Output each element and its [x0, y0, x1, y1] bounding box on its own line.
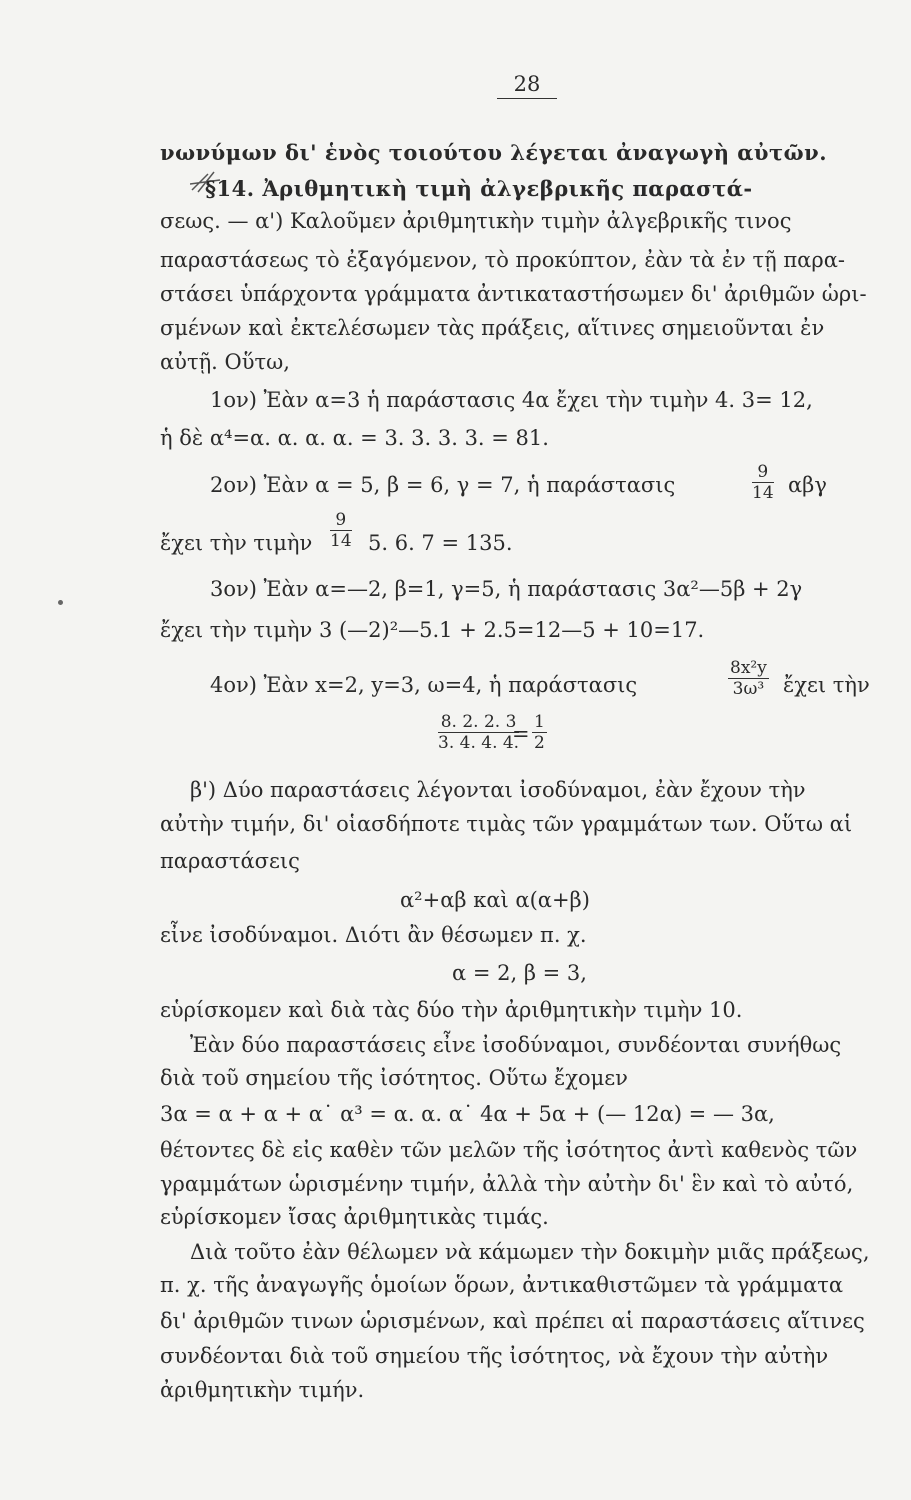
text-line: εὑρίσκομεν καὶ διὰ τὰς δύο τὴν ἀριθμητικὴν τιμὴν 10.	[160, 998, 743, 1022]
text-line: θέτοντες δὲ εἰς καθὲν τῶν μελῶν τῆς ἰσότητος ἀντὶ καθενὸς τῶν	[160, 1138, 858, 1162]
text-line: ἔχει τὴν	[783, 673, 870, 697]
fraction	[728, 658, 769, 699]
text-line: παραστάσεις	[160, 849, 300, 873]
text-line: ἀριθμητικὴν τιμήν.	[160, 1378, 365, 1402]
fraction	[330, 510, 352, 551]
text-line: 4ον) Ἐὰν x=2, y=3, ω=4, ἡ παράστασις	[210, 673, 638, 697]
text-line: Διὰ τοῦτο ἐὰν θέλωμεν νὰ κάμωμεν τὴν δοκιμὴν μιᾶς πράξεως,	[190, 1240, 870, 1264]
text-line: 1ον) Ἐὰν α=3 ἡ παράστασις 4α ἔχει τὴν τιμὴν 4. 3= 12,	[210, 388, 813, 412]
text-line: ἔχει τὴν τιμὴν	[160, 531, 313, 555]
formula-line: α = 2, β = 3,	[452, 961, 587, 985]
text-line: 3ον) Ἐὰν α=—2, β=1, γ=5, ἡ παράστασις 3α²—5β + 2γ	[210, 577, 803, 601]
section-heading: §14. Ἀριθμητικὴ τιμὴ ἀλγεβρικῆς παραστά-	[205, 176, 753, 201]
fraction	[532, 712, 547, 753]
fraction-denominator: 3ω³	[732, 679, 765, 699]
fraction	[438, 712, 519, 753]
fraction-numerator: 8. 2. 2. 3	[438, 712, 519, 733]
ink-dot	[58, 600, 63, 605]
fraction	[752, 462, 774, 503]
fraction-denominator: 14	[752, 483, 774, 503]
text-line: συνδέονται διὰ τοῦ σημείου τῆς ἰσότητος, νὰ ἔχουν τὴν αὐτὴν	[160, 1344, 829, 1368]
page-number-rule	[497, 98, 557, 99]
page-number: 28	[513, 72, 541, 96]
text-line: αὐτῇ. Οὕτω,	[160, 350, 290, 374]
text-line: ἡ δὲ α⁴=α. α. α. α. = 3. 3. 3. 3. = 81.	[160, 426, 549, 450]
text-line: 5. 6. 7 = 135.	[368, 531, 513, 555]
text-line: διὰ τοῦ σημείου τῆς ἰσότητος. Οὕτω ἔχομεν	[160, 1066, 628, 1090]
formula-line: α²+αβ καὶ α(α+β)	[400, 888, 590, 912]
text-line: β') Δύο παραστάσεις λέγονται ἰσοδύναμοι, ἐὰν ἔχουν τὴν	[190, 778, 806, 802]
equals-sign: =	[512, 722, 530, 746]
fraction-denominator: 3. 4. 4. 4.	[438, 733, 520, 753]
text-line: σμένων καὶ ἐκτελέσωμεν τὰς πράξεις, αἵτινες σημειοῦνται ἐν	[160, 316, 825, 340]
text-line: παραστάσεως τὸ ἐξαγόμενον, τὸ προκύπτον, ἐὰν τὰ ἐν τῇ παρα-	[160, 248, 845, 272]
text-line: σεως. — α') Καλοῦμεν ἀριθμητικὴν τιμὴν ἀλγεβρικῆς τινος	[160, 209, 792, 233]
fraction-denominator: 14	[330, 531, 352, 551]
fraction-denominator: 2	[534, 733, 545, 753]
text-line: γραμμάτων ὡρισμένην τιμήν, ἀλλὰ τὴν αὐτὴν δι' ἓν καὶ τὸ αὐτό,	[160, 1172, 854, 1196]
text-line: στάσει ὑπάρχοντα γράμματα ἀντικαταστήσωμεν δι' ἀριθμῶν ὡρι-	[160, 282, 867, 306]
fraction-numerator: 9	[752, 462, 774, 483]
formula-line: 3α = α + α + α˙ α³ = α. α. α˙ 4α + 5α + (— 12α) = — 3α,	[160, 1102, 775, 1126]
text-line: εἶνε ἰσοδύναμοι. Διότι ἂν θέσωμεν π. χ.	[160, 923, 587, 947]
fraction-numerator: 8x²y	[730, 658, 767, 678]
text-line: π. χ. τῆς ἀναγωγῆς ὁμοίων ὅρων, ἀντικαθιστῶμεν τὰ γράμματα	[160, 1273, 844, 1297]
text-line: εὑρίσκομεν ἴσας ἀριθμητικὰς τιμάς.	[160, 1205, 549, 1229]
fraction-numerator: 1	[534, 712, 545, 732]
fraction-numerator: 9	[330, 510, 352, 531]
text-line: νωνύμων δι' ἑνὸς τοιούτου λέγεται ἀναγωγὴ αὐτῶν.	[160, 140, 828, 165]
text-line: αβγ	[788, 473, 827, 497]
text-line: 2ον) Ἐὰν α = 5, β = 6, γ = 7, ἡ παράστασις	[210, 473, 676, 497]
text-line: αὐτὴν τιμήν, δι' οἱασδήποτε τιμὰς τῶν γραμμάτων των. Οὕτω αἱ	[160, 812, 853, 836]
text-line: ἔχει τὴν τιμὴν 3 (—2)²—5.1 + 2.5=12—5 + 10=17.	[160, 618, 705, 642]
text-line: δι' ἀριθμῶν τινων ὡρισμένων, καὶ πρέπει αἱ παραστάσεις αἵτινες	[160, 1309, 865, 1333]
text-line: Ἐὰν δύο παραστάσεις εἶνε ἰσοδύναμοι, συνδέονται συνήθως	[190, 1033, 842, 1057]
